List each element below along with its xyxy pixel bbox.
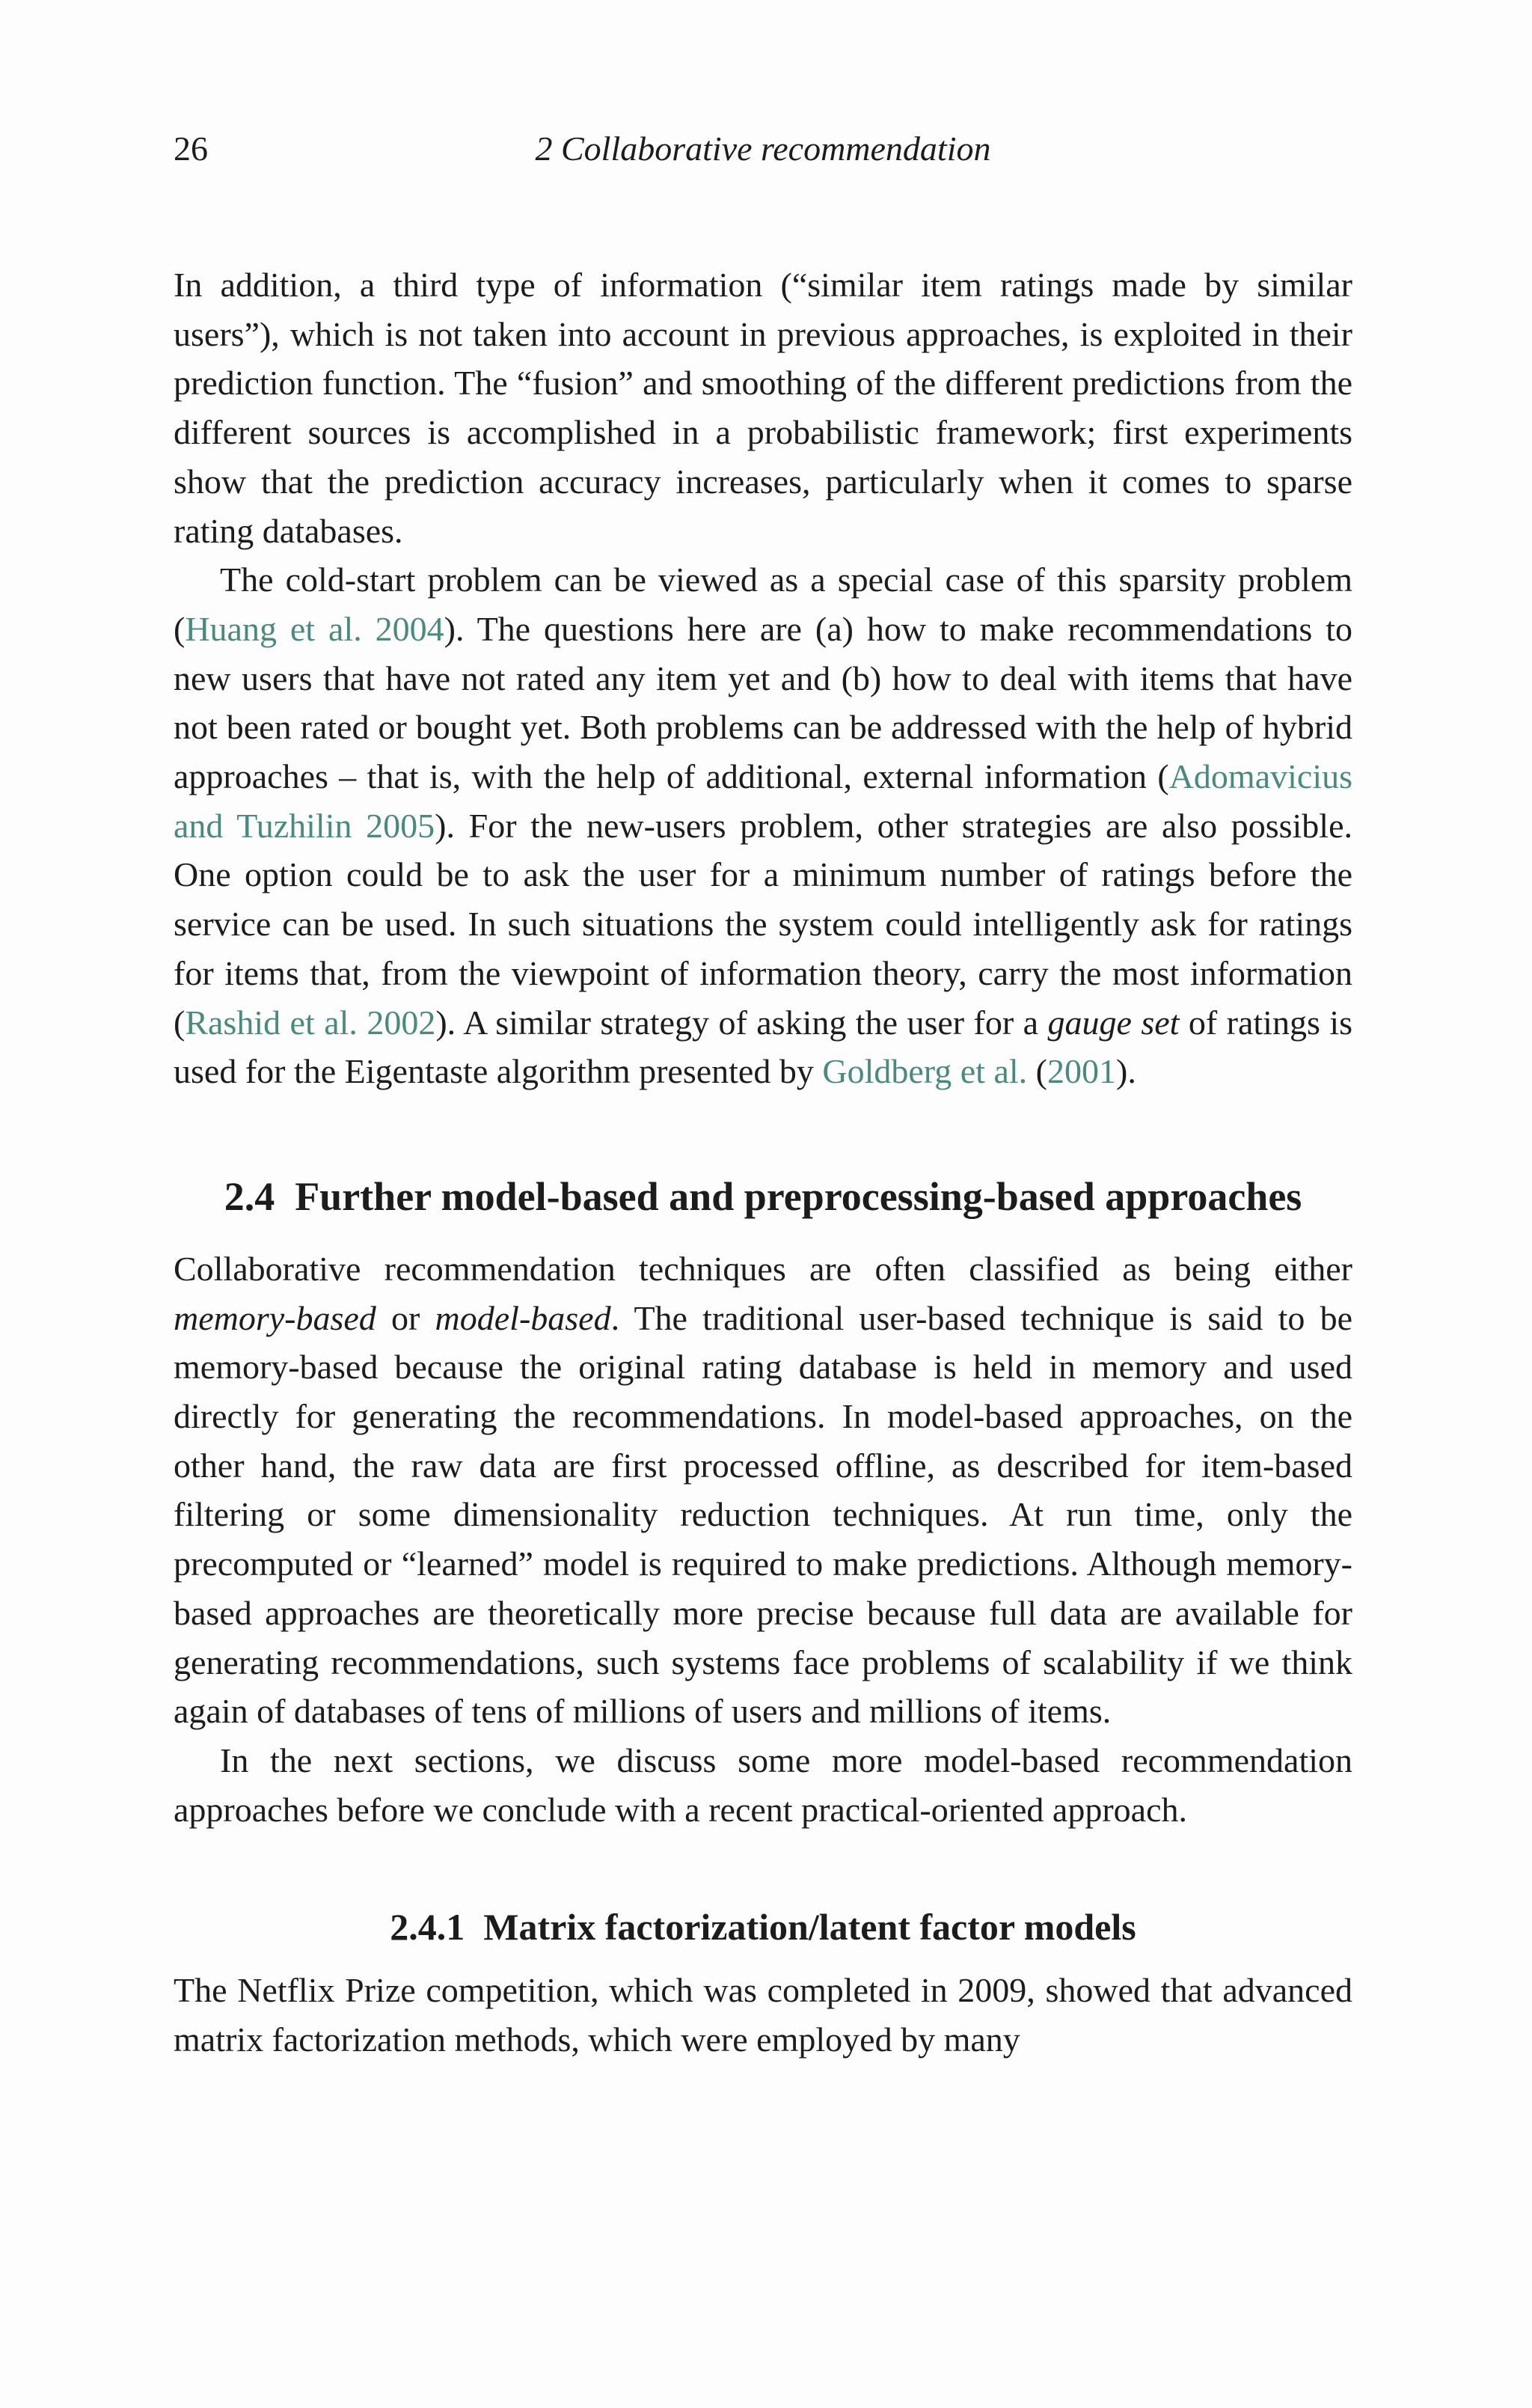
paragraph-1: In addition, a third type of information (“similar item ratings made by similar users”), which is not taken into account in previous approaches, is exploited in their prediction function. The “fusion” and smoothing of the different predictions from the different sources is accomplished in a probabilistic framework; first experiments show that the prediction accuracy increases, particularly when it comes to sparse rating databases. xyxy=(174,266,1352,550)
paragraph-memory-model xyxy=(174,1244,1352,1736)
citation-goldberg[interactable]: Goldberg et al. xyxy=(822,1052,1028,1091)
emphasis-gauge-set: gauge set xyxy=(1047,1003,1180,1042)
running-head xyxy=(174,129,1352,174)
section-title: Further model-based and preprocessing-based approaches xyxy=(295,1173,1302,1219)
main-text xyxy=(174,260,1352,2065)
subsection-title: Matrix factorization/latent factor models xyxy=(483,1906,1136,1949)
section-number: 2.4 xyxy=(224,1173,275,1219)
text-run: The cold-start problem can be viewed as a special case of this sparsity problem ( xyxy=(174,560,1352,648)
text-run: or xyxy=(376,1298,435,1337)
subsection-number: 2.4.1 xyxy=(390,1906,465,1949)
text-run: . The traditional user-based technique is said to be memory-based because the original rating database is held in memory and used directly for generating the recommendations. In model-based approaches, on the other hand, the raw data are first processed offline, as described for item-based filtering or some dimensionality reduction techniques. At run time, only the precomputed or “learned” model is required to make predictions. Although memory-based approaches are theoretically more precise because full data are available for generating recommendations, such systems face problems of scalability if we think again of databases of tens of millions of users and millions of items. xyxy=(174,1298,1352,1731)
text-run: of ratings is used for the Eigentaste algorithm presented by xyxy=(174,1003,1352,1091)
citation-goldberg-2001-year[interactable]: 2001 xyxy=(1047,1052,1116,1091)
page-number: 26 xyxy=(174,129,208,168)
text-run: ). For the new-users problem, other strategies are also possible. One option could be to ask the user for a minimum number of ratings before the service can be used. In such situations the system could intelligently ask for ratings for items that, from the viewpoint of information theory, carry the most information ( xyxy=(174,806,1352,1042)
text-run: ( xyxy=(1027,1052,1047,1091)
text-run: Collaborative recommendation techniques are often classified as being either xyxy=(174,1249,1352,1288)
citation-huang-2004[interactable]: Huang et al. 2004 xyxy=(185,609,444,648)
chapter-title: 2 Collaborative recommendation xyxy=(535,129,991,168)
subsection-heading-2-4-1 xyxy=(174,1901,1352,1952)
emphasis-model-based: model-based xyxy=(435,1298,611,1337)
section-heading-2-4 xyxy=(174,1170,1352,1223)
citation-adomavicius-2005[interactable]: Adomavicius and Tuzhilin 2005 xyxy=(174,757,1352,845)
text-run: ). A similar strategy of asking the user for a xyxy=(435,1003,1048,1042)
text-run: ). The questions here are (a) how to make recommendations to new users that have not rated any item yet and (b) how to deal with items that have not been rated or bought yet. Both problems can be addressed with the help of hybrid approaches – that is, with the help of additional, external information ( xyxy=(174,609,1353,796)
paragraph-cold-start xyxy=(174,555,1352,1096)
citation-rashid-2002[interactable]: Rashid et al. 2002 xyxy=(185,1003,436,1042)
paragraph-next-sections: In the next sections, we discuss some more model-based recommendation approaches before we conclude with a recent practical-oriented approach. xyxy=(174,1741,1352,1829)
paragraph-netflix: The Netflix Prize competition, which was completed in 2009, showed that advanced matrix factorization methods, which were employed by many xyxy=(174,1971,1352,2059)
emphasis-memory-based: memory-based xyxy=(174,1298,376,1337)
text-run: ). xyxy=(1116,1052,1136,1091)
